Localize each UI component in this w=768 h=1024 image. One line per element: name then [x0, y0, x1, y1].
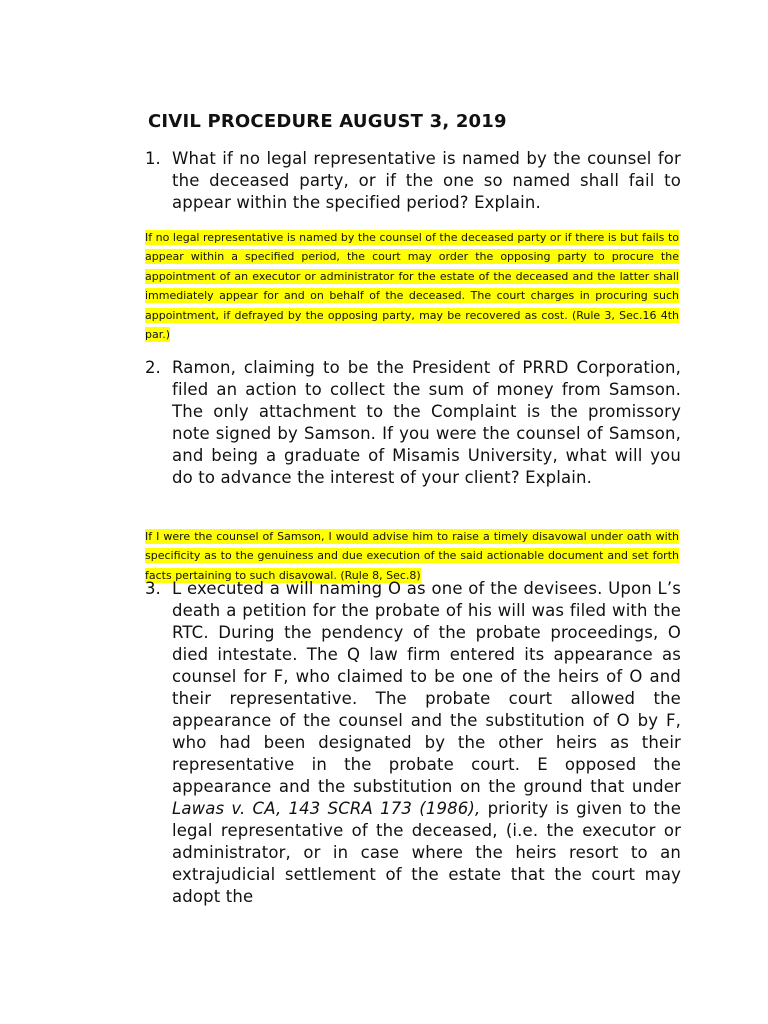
question-number: 2. — [145, 358, 161, 377]
highlighted-answer-text: If no legal representative is named by the counsel of the deceased party or if there is but fails to appear within a specified period, the court may order the opposing party to procure the appointment of an executor or administrator for the estate of the deceased and the latter shall immediately appear for and on behalf of the deceased. The court charges in procuring such appointment, if defrayed by the opposing party, may be recovered as cost. (Rule 3, Sec.16 4th par.) — [145, 231, 679, 342]
question-text: What if no legal representative is named by the counsel for the deceased party, or if the one so named shall fail to appear within the specified period? Explain. — [172, 149, 681, 212]
question-text — [172, 578, 681, 908]
question-3 — [145, 578, 681, 908]
highlighted-answer-text: If I were the counsel of Samson, I would advise him to raise a timely disavowal under oath with specificity as to the genuiness and due execution of the said actionable document and set forth facts pertaining to such disavowal. (Rule 8, Sec.8) — [145, 530, 679, 582]
question-text-part: L executed a will naming O as one of the devisees. Upon L’s death a petition for the probate of his will was filed with the RTC. During the pendency of the probate proceedings, O died intestate. The Q law firm entered its appearance as counsel for F, who claimed to be one of the heirs of O and their representative. The probate court allowed the appearance of the counsel and the substitution of O by F, who had been designated by the other heirs as their representative in the probate court. E opposed the appearance and the substitution on the ground that under — [172, 579, 681, 796]
question-1 — [145, 148, 681, 214]
question-text-part: priority is given to the legal representative of the deceased, (i.e. the executor or administrator, or in case where the heirs resort to an extrajudicial settlement of the estate that the court may adopt the — [172, 799, 681, 906]
question-number: 3. — [145, 579, 161, 598]
document-title: CIVIL PROCEDURE AUGUST 3, 2019 — [148, 111, 507, 132]
question-2 — [145, 357, 681, 489]
answer-1 — [145, 228, 679, 344]
case-citation: Lawas v. CA, 143 SCRA 173 (1986), — [172, 799, 481, 818]
question-number: 1. — [145, 149, 161, 168]
answer-2 — [145, 527, 679, 585]
question-text: Ramon, claiming to be the President of PRRD Corporation, filed an action to collect the sum of money from Samson. The only attachment to the Complaint is the promissory note signed by Samson. If you were the counsel of Samson, and being a graduate of Misamis University, what will you do to advance the interest of your client? Explain. — [172, 358, 681, 487]
